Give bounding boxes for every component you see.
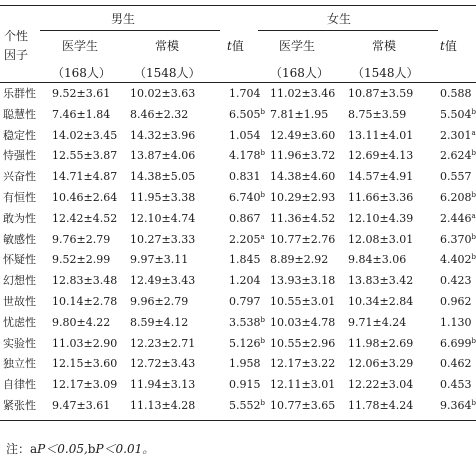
significance-mark: b [471,232,476,241]
factor-name: 怀疑性 [3,253,36,267]
table-cell: 8.46±2.32 [130,107,189,121]
male-med-n: （168人） [52,66,111,80]
significance-mark: a [260,232,265,241]
table-cell: 13.93±3.18 [270,274,336,288]
table-cell: 9.80±4.22 [52,315,111,329]
factor-header-line1: 个性 [4,29,29,43]
table-cell: 5.552$^b$ [229,399,265,412]
table-cell: 0.867 [229,211,261,225]
table-cell: 11.36±4.52 [270,211,336,225]
table-cell: 12.49±3.43 [130,274,196,288]
table-cell: 3.538$^b$ [229,315,265,329]
table-cell: 4.402$^b$ [440,253,476,267]
significance-mark: b [260,399,265,407]
table-cell: 1.204 [229,274,261,288]
table-cell: 10.02±3.63 [130,87,196,100]
table-cell: 0.797 [229,295,261,308]
table-cell: 10.55±2.96 [270,336,336,350]
table-cell: 6.208$^b$ [440,191,476,204]
table-cell: 13.83±3.42 [348,274,414,288]
table-cell: 12.42±4.52 [52,211,118,225]
table-cell: 8.59±4.12 [130,315,189,329]
table-cell: 10.77±2.76 [270,232,336,246]
table-cell: 9.364$^b$ [440,399,476,412]
factor-header-line2: 因子 [4,48,29,62]
table-cell: 12.15±3.60 [52,357,118,371]
table-cell: 12.06±3.29 [348,357,414,371]
factor-name: 自律性 [3,378,36,392]
table-cell: 6.370$^b$ [440,232,476,246]
factor-name: 兴奋性 [3,170,36,184]
table-cell: 1.054 [229,128,261,142]
table-cell: 12.17±3.22 [270,357,336,371]
table-cell: 6.740$^b$ [229,191,265,204]
table-cell: 10.55±3.01 [270,295,336,308]
table-cell: 12.10±4.39 [348,211,414,225]
table-cell: 13.87±4.06 [130,149,196,163]
male-t-header: t值 [227,39,244,53]
female-t-header: t值 [440,39,457,53]
table-cell: 14.38±5.05 [130,170,196,184]
table-cell: 11.98±2.69 [348,336,414,350]
significance-mark: b [471,399,476,407]
significance-mark: a [471,128,476,137]
table-cell: 1.704 [229,87,261,100]
factor-name: 敢为性 [3,211,36,225]
table-cell: 6.699$^b$ [440,336,476,350]
table-cell: 1.130 [440,315,472,329]
table-cell: 12.72±3.43 [130,357,196,371]
table-cell: 0.453 [440,378,472,392]
significance-mark: b [260,336,265,345]
table-cell: 12.08±3.01 [348,232,414,246]
significance-mark: a [471,211,476,220]
table-cell: 5.126$^b$ [229,336,265,350]
factor-name: 独立性 [3,357,36,371]
factor-name: 世故性 [3,295,36,308]
significance-mark: b [471,336,476,345]
factor-name: 实验性 [3,336,36,350]
factor-name: 有恒性 [3,191,36,204]
table-cell: 9.52±3.61 [52,87,111,100]
table-cell: 10.27±3.33 [130,232,196,246]
significance-mark: b [260,191,265,199]
header-bottom-rule [0,82,476,83]
table-cell: 2.624$^b$ [440,149,476,163]
table-cell: 10.34±2.84 [348,295,414,308]
table-cell: 10.77±3.65 [270,399,336,412]
table-cell: 2.301$^a$ [440,128,476,142]
table-cell: 8.89±2.92 [270,253,329,267]
table-cell: 12.55±3.87 [52,149,118,163]
table-cell: 9.84±3.06 [348,253,407,267]
factor-name: 乐群性 [3,87,36,100]
table-cell: 10.87±3.59 [348,87,414,100]
table-cell: 12.17±3.09 [52,378,118,392]
table-cell: 7.81±1.95 [270,107,329,121]
table-cell: 9.47±3.61 [52,399,111,412]
table-cell: 0.557 [440,170,472,184]
significance-mark: b [260,315,265,324]
table-cell: 10.29±2.93 [270,191,336,204]
significance-mark: b [260,107,265,116]
significance-mark: b [471,107,476,116]
table-cell: 4.178$^b$ [229,149,265,163]
significance-mark: b [260,149,265,158]
table-cell: 14.38±4.60 [270,170,336,184]
significance-mark: b [471,253,476,262]
female-group-rule [258,30,438,31]
table-cell: 6.505$^b$ [229,107,265,121]
female-norm-header: 常模 [372,39,397,53]
table-cell: 12.11±3.01 [270,378,336,392]
table-cell: 11.95±3.38 [130,191,196,204]
table-cell: 10.03±4.78 [270,315,336,329]
male-header: 男生 [111,12,136,26]
table-cell: 14.57±4.91 [348,170,414,184]
table-cell: 5.504$^b$ [440,107,476,121]
table-bottom-rule [0,420,476,421]
female-med-header: 医学生 [279,39,316,53]
table-cell: 11.02±3.46 [270,87,336,100]
table-cell: 9.71±4.24 [348,315,407,329]
table-cell: 9.76±2.79 [52,232,111,246]
table-cell: 0.831 [229,170,261,184]
table-cell: 12.69±4.13 [348,149,414,163]
table-footnote: 注：aP＜0.05,bP＜0.01。 [6,442,155,456]
factor-name: 聪慧性 [3,107,36,121]
table-cell: 2.205$^a$ [229,232,265,246]
table-cell: 2.446$^a$ [440,211,476,225]
table-cell: 0.462 [440,357,472,371]
table-cell: 12.22±3.04 [348,378,414,392]
table-cell: 9.97±3.11 [130,253,189,267]
factor-name: 恃强性 [3,149,36,163]
table-cell: 11.94±3.13 [130,378,196,392]
male-group-rule [40,30,220,31]
factor-name: 稳定性 [3,128,36,142]
table-cell: 12.83±3.48 [52,274,118,288]
factor-name: 敏感性 [3,232,36,246]
male-norm-header: 常模 [155,39,180,53]
table-cell: 1.958 [229,357,261,371]
table-cell: 11.78±4.24 [348,399,414,412]
table-cell: 7.46±1.84 [52,107,111,121]
table-cell: 1.845 [229,253,261,267]
significance-mark: b [471,191,476,199]
table-cell: 11.03±2.90 [52,336,118,350]
table-cell: 14.32±3.96 [130,128,196,142]
table-cell: 12.10±4.74 [130,211,196,225]
table-cell: 0.915 [229,378,261,392]
table-cell: 12.49±3.60 [270,128,336,142]
table-cell: 11.13±4.28 [130,399,196,412]
factor-name: 紧张性 [3,399,36,412]
table-cell: 10.46±2.64 [52,191,118,204]
significance-mark: b [471,149,476,158]
female-norm-n: （1548人） [352,66,419,80]
table-cell: 11.66±3.36 [348,191,414,204]
table-cell: 13.11±4.01 [348,128,414,142]
female-header: 女生 [327,12,352,26]
top-rule [0,5,476,6]
table-cell: 0.962 [440,295,472,308]
table-cell: 14.71±4.87 [52,170,118,184]
factor-name: 幻想性 [3,274,36,288]
table-cell: 0.423 [440,274,472,288]
table-cell: 9.52±2.99 [52,253,111,267]
table-cell: 12.23±2.71 [130,336,196,350]
male-norm-n: （1548人） [134,66,201,80]
table-cell: 11.96±3.72 [270,149,336,163]
table-cell: 8.75±3.59 [348,107,407,121]
table-cell: 14.02±3.45 [52,128,118,142]
table-cell: 0.588 [440,87,472,100]
male-med-header: 医学生 [62,39,99,53]
female-med-n: （168人） [270,66,329,80]
factor-name: 忧虑性 [3,315,36,329]
table-cell: 10.14±2.78 [52,295,118,308]
table-cell: 9.96±2.79 [130,295,189,308]
